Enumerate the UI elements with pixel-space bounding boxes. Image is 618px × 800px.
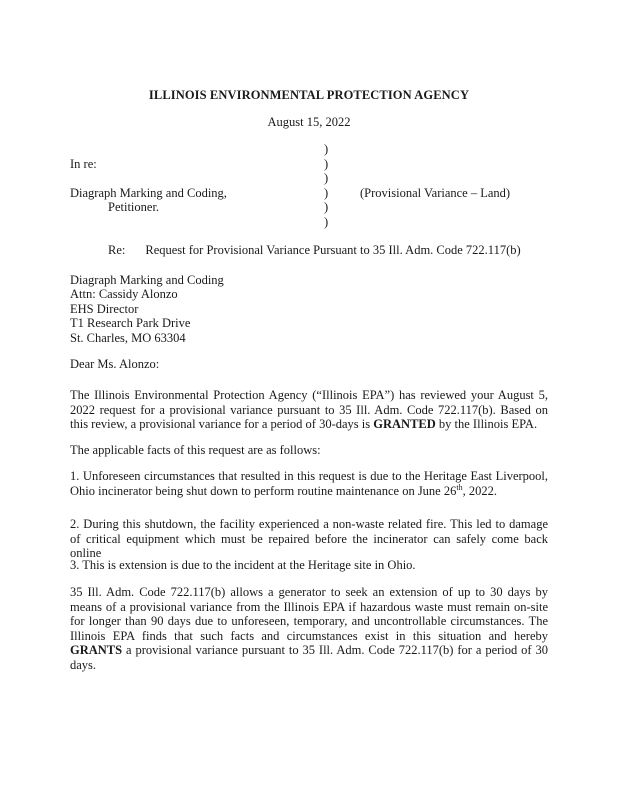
grants-emphasis: GRANTS	[70, 643, 123, 657]
salutation: Dear Ms. Alonzo:	[70, 357, 160, 371]
caption-paren: )	[324, 214, 329, 229]
in-re-label: In re:	[70, 157, 97, 171]
fact-1-superscript: th	[456, 482, 463, 492]
address-line: EHS Director	[70, 301, 139, 316]
recipient-address	[70, 273, 224, 345]
petitioner-role: Petitioner.	[108, 200, 160, 214]
case-caption	[0, 142, 618, 234]
caption-paren: )	[324, 171, 329, 185]
re-line	[108, 243, 521, 258]
fact-3: 3. This is extension is due to the incident at the Heritage site in Ohio.	[70, 558, 416, 572]
caption-paren: )	[324, 142, 329, 156]
regulation-text: 35 Ill. Adm. Code 722.117(b) allows a generator to seek an extension of up to 30 days by means of a provisional variance from the Illinois EPA if hazardous waste must remain on-site for longer than 90 days due to unforeseen, temporary, and uncontrollable circumstances. The Illinois EPA finds that such facts and circumstances exist in this situation and hereby	[70, 585, 548, 643]
intro-text-end: by the Illinois EPA.	[435, 417, 538, 431]
fact-2: 2. During this shutdown, the facility experienced a non-waste related fire. This led to damage of critical equipment which must be repaired before the incinerator can safely come back online	[70, 517, 548, 560]
regulation-text-end: a provisional variance pursuant to 35 Ill. Adm. Code 722.117(b) for a period of 30 days.	[70, 643, 548, 672]
letter-date: August 15, 2022	[267, 115, 351, 129]
regulation-paragraph	[70, 585, 548, 672]
re-subject: Request for Provisional Variance Pursuant to 35 Ill. Adm. Code 722.117(b)	[145, 243, 521, 257]
facts-intro: The applicable facts of this request are as follows:	[70, 443, 321, 457]
intro-text: The Illinois Environmental Protection Agency (“Illinois EPA”) has reviewed your August 5, 2022 request for a provisional variance pursuant to 35 Ill. Adm. Code 722.117(b). Based on this review, a provisional variance for a period of 30-days is	[70, 388, 548, 431]
caption-paren: )	[324, 156, 329, 171]
fact-1-text: 1. Unforeseen circumstances that resulted in this request is due to the Heritage East Liverpool, Ohio incinerator being shut down to perform routine maintenance on June 26	[70, 469, 548, 498]
case-type: (Provisional Variance – Land)	[360, 186, 511, 200]
address-line: Diagraph Marking and Coding	[70, 273, 224, 287]
re-label: Re:	[108, 243, 126, 257]
address-line: St. Charles, MO 63304	[70, 330, 186, 345]
granted-emphasis: GRANTED	[373, 417, 436, 431]
address-line: T1 Research Park Drive	[70, 316, 191, 331]
petitioner-name: Diagraph Marking and Coding,	[70, 186, 227, 200]
caption-paren: )	[324, 185, 329, 200]
caption-parentheses	[324, 142, 328, 229]
agency-title: ILLINOIS ENVIRONMENTAL PROTECTION AGENCY	[148, 88, 470, 102]
address-line: Attn: Cassidy Alonzo	[70, 287, 178, 302]
fact-1	[70, 469, 548, 498]
caption-paren: )	[324, 200, 329, 214]
fact-1-text-end: , 2022.	[462, 483, 497, 498]
intro-paragraph	[70, 388, 548, 432]
